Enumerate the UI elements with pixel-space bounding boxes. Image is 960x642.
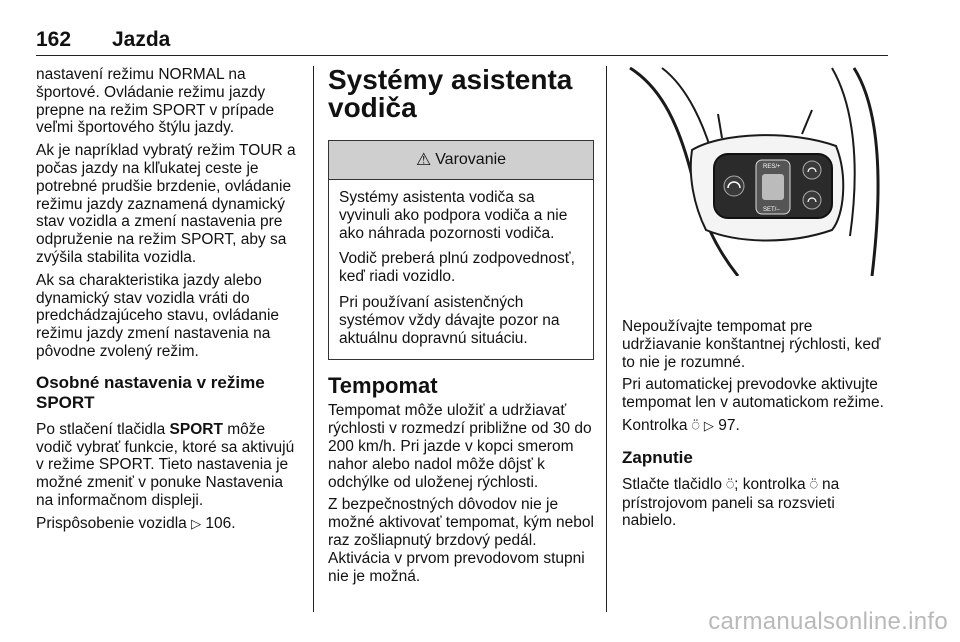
chapter-title: Jazda <box>112 28 171 51</box>
cruise-control-icon: ⍥ <box>726 477 735 493</box>
header-divider <box>36 55 888 56</box>
warning-title: Varovanie <box>435 151 507 169</box>
warning-box <box>328 140 594 360</box>
column-1 <box>36 66 302 539</box>
subheading: Zapnutie <box>622 447 693 467</box>
paragraph: Pri používaní asistenčných systémov vždy dávajte pozor na aktuálnu dopravnú situáciu. <box>339 293 560 347</box>
reference-arrow-icon: ▷ <box>191 516 202 532</box>
warning-body <box>329 180 593 359</box>
reference-arrow-icon: ▷ <box>703 418 714 434</box>
paragraph: Ak sa charakteristika jazdy alebo dynamický stav vozidla vráti do predchádzajúceho stavu, ovládanie režimu jazdy zmení nastavenia na pôvodne zvolený režim. <box>36 271 280 360</box>
page-number: 162 <box>36 28 72 51</box>
paragraph: Ak je napríklad vybratý režim TOUR a počas jazdy na klľukatej ceste je potrebné prudšie brzdenie, ovládanie režimu jazdy zaznamená dynamický stav vozidla a zmení nastavenia pre odpruženie na režim SPORT, aby sa zvýšila stabilita vozidla. <box>36 142 296 266</box>
paragraph: Pri automatickej prevodovke aktivujte tempomat len v automatickom režime. <box>622 376 884 412</box>
res-button-label: RES/+ <box>763 164 781 170</box>
warning-header <box>329 141 593 180</box>
sport-button-label: SPORT <box>169 420 223 438</box>
set-button-label: SET/– <box>763 207 780 213</box>
page-header <box>36 28 888 54</box>
paragraph: Tempomat môže uložiť a udržiavať rýchlosti v rozmedzí približne od 30 do 200 km/h. Pri jazde v kopci smerom nahor alebo nadol môže dôjsť k odchýlke od uloženej rýchlosti. <box>328 402 592 491</box>
cross-reference[interactable]: Prispôsobenie vozidla ▷ 106. <box>36 514 236 532</box>
subheading: Osobné nastavenia v režime SPORT <box>36 372 265 412</box>
cruise-control-icon: ⍥ <box>691 418 700 434</box>
paragraph: Po stlačení tlačidla SPORT môže vodič vybrať funkcie, ktoré sa aktivujú v režime SPORT. Tieto nastavenia je možné zmeniť v ponuke Nastavenia na informačnom displeji. <box>36 420 295 509</box>
section-heading: Systémy asistenta vodiča <box>328 64 573 123</box>
paragraph: Kontrolka ⍥ ▷ 97. <box>622 416 740 434</box>
steering-wheel-svg <box>622 66 888 276</box>
paragraph: Systémy asistenta vodiča sa vyvinuli ako podpora vodiča a nie ako náhrada pozornosti vodiča. <box>339 189 568 242</box>
paragraph: Nepoužívajte tempomat pre udržiavanie konštantnej rýchlosti, keď to nie je rozumné. <box>622 318 881 371</box>
watermark: carmanualsonline.info <box>708 608 948 635</box>
paragraph: Vodič preberá plnú zodpovednosť, keď riadi vozidlo. <box>339 250 575 286</box>
steering-wheel-illustration <box>622 66 888 276</box>
warning-triangle-icon: ⚠ <box>415 150 432 170</box>
paragraph: Z bezpečnostných dôvodov nie je možné aktivovať tempomat, kým nebol raz zošliapnutý brzdový pedál. Aktivácia v prvom prevodovom stupni nie je možná. <box>328 496 594 585</box>
column-2 <box>328 66 594 590</box>
paragraph: Stlačte tlačidlo ⍥; kontrolka ⍥ na prístrojovom paneli sa rozsvieti nabielo. <box>622 475 840 530</box>
subsection-heading: Tempomat <box>328 373 438 399</box>
column-3 <box>622 66 890 535</box>
paragraph: nastavení režimu NORMAL na športové. Ovládanie režimu jazdy prepne na režim SPORT v prípade veľmi športového štýlu jazdy. <box>36 66 275 137</box>
column-divider-2 <box>606 66 607 612</box>
column-divider-1 <box>313 66 314 612</box>
cruise-control-icon: ⍥ <box>809 477 818 493</box>
